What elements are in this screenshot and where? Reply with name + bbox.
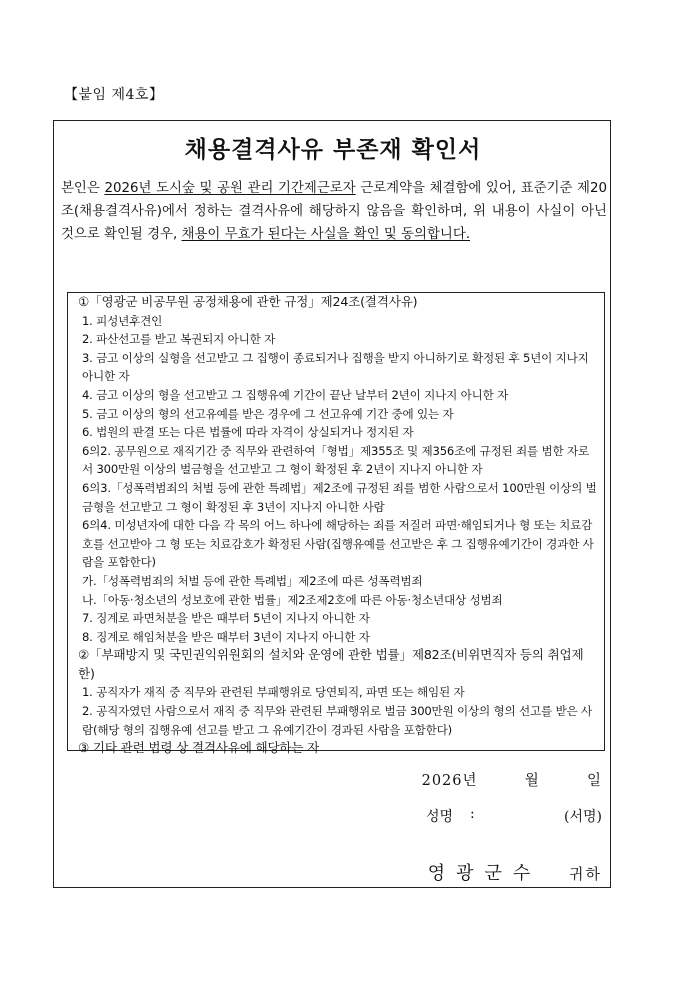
intro-text-1: 본인은: [61, 181, 105, 196]
clause-item: 6. 법원의 판결 또는 다른 법률에 따라 자격이 상실되거나 정지된 자: [82, 425, 414, 440]
clause-item: 6의4. 미성년자에 대한 다음 각 목의 어느 하나에 해당하는 죄를 저질러 파면·해임되거나 형 또는 치료감호를 선고받아 그 형 또는 치료감호가 확정된 사람(집행유예를 선고받은 후 그 집행유예기간이 경과한 사람을 포함한다): [82, 518, 594, 570]
clause-item: 2. 공직자였던 사람으로서 재직 중 직무와 관련된 부패행위로 벌금 300만원 이상의 형의 선고를 받은 사람(해당 형의 집행유예 선고를 받고 그 유예기간이 경과된 사람을 포함한다): [82, 704, 592, 737]
intro-job-title: 2026년 도시숲 및 공원 관리 기간제근로자: [104, 181, 356, 196]
date-month: 월: [524, 773, 540, 789]
document-title: 채용결격사유 부존재 확인서: [184, 137, 482, 163]
clause-item: 6의3.「성폭력범죄의 처벌 등에 관한 특례법」제2조에 규정된 죄를 범한 사람으로서 100만원 이상의 벌금형을 선고받고 그 형이 확정된 후 3년이 지나지 아니한 사람: [82, 480, 597, 514]
clause-item: 7. 징계로 파면처분을 받은 때부터 5년이 지나지 아니한 자: [82, 611, 370, 626]
clause-item: 가.「성폭력범죄의 처벌 등에 관한 특례법」제2조에 따른 성폭력범죄: [82, 573, 423, 588]
intro-consent: 채용이 무효가 된다는 사실을 확인 및 동의합니다.: [181, 227, 471, 242]
clause-section-3: ③ 기타 관련 법령 상 결격사유에 해당하는 자: [78, 740, 320, 756]
addressee-line: [428, 859, 602, 885]
clause-item: 2. 파산선고를 받고 복권되지 아니한 자: [82, 332, 276, 347]
date-year: 2026년: [421, 773, 478, 789]
clause-item: 3. 금고 이상의 실형을 선고받고 그 집행이 종료되거나 집행을 받지 아니하기로 확정된 후 5년이 지나지 아니한 자: [82, 350, 589, 384]
name-colon: :: [470, 806, 475, 822]
clause-item: 나.「아동·청소년의 성보호에 관한 법률」제2조제2호에 따른 아동·청소년대상 성범죄: [82, 592, 503, 607]
clause-item: 1. 공직자가 재직 중 직무와 관련된 부패행위로 당연퇴직, 파면 또는 해임된 자: [82, 685, 465, 700]
date-day: 일: [586, 773, 602, 789]
intro-text-2: 근로계약을 체결함에 있어, 표준기준 제20조(채용결격사유)에서 정하는 결격사유에 해당하지 않음을 확인하며, 위 내용이 사실이 아닌 것으로 확인될 경우,: [61, 181, 608, 242]
intro-paragraph: [61, 177, 607, 246]
clause-section-2: ②「부패방지 및 국민권익위원회의 설치와 운영에 관한 법률」제82조(비위면직자 등의 취업제한): [78, 647, 584, 681]
disqualification-clauses: [67, 292, 605, 756]
clause-item: 1. 피성년후견인: [82, 313, 163, 328]
attachment-label: 【붙임 제4호】: [64, 87, 164, 103]
clause-item: 8. 징계로 해임처분을 받은 때부터 3년이 지나지 아니한 자: [82, 629, 370, 644]
clause-section-1: ①「영광군 비공무원 공정채용에 관한 규정」제24조(결격사유): [78, 294, 418, 309]
addressee-honorific: 귀하: [569, 865, 602, 883]
clause-item: 4. 금고 이상의 형을 선고받고 그 집행유예 기간이 끝난 날부터 2년이 지나지 아니한 자: [82, 387, 509, 402]
date-line: [422, 769, 602, 790]
clause-item: 6의2. 공무원으로 재직기간 중 직무와 관련하여「형법」제355조 및 제356조에 규정된 죄를 범한 자로서 300만원 이상의 벌금형을 선고받고 그 형이 확정된 후 2년이 지나지 아니한 자: [82, 443, 590, 477]
clause-item: 5. 금고 이상의 형의 선고유예를 받은 경우에 그 선고유예 기간 중에 있는 자: [82, 406, 454, 421]
name-label: 성명: [426, 809, 454, 825]
signature-placeholder: (서명): [564, 809, 602, 825]
document-frame: [53, 120, 611, 888]
addressee-org: 영광군수: [427, 863, 542, 884]
